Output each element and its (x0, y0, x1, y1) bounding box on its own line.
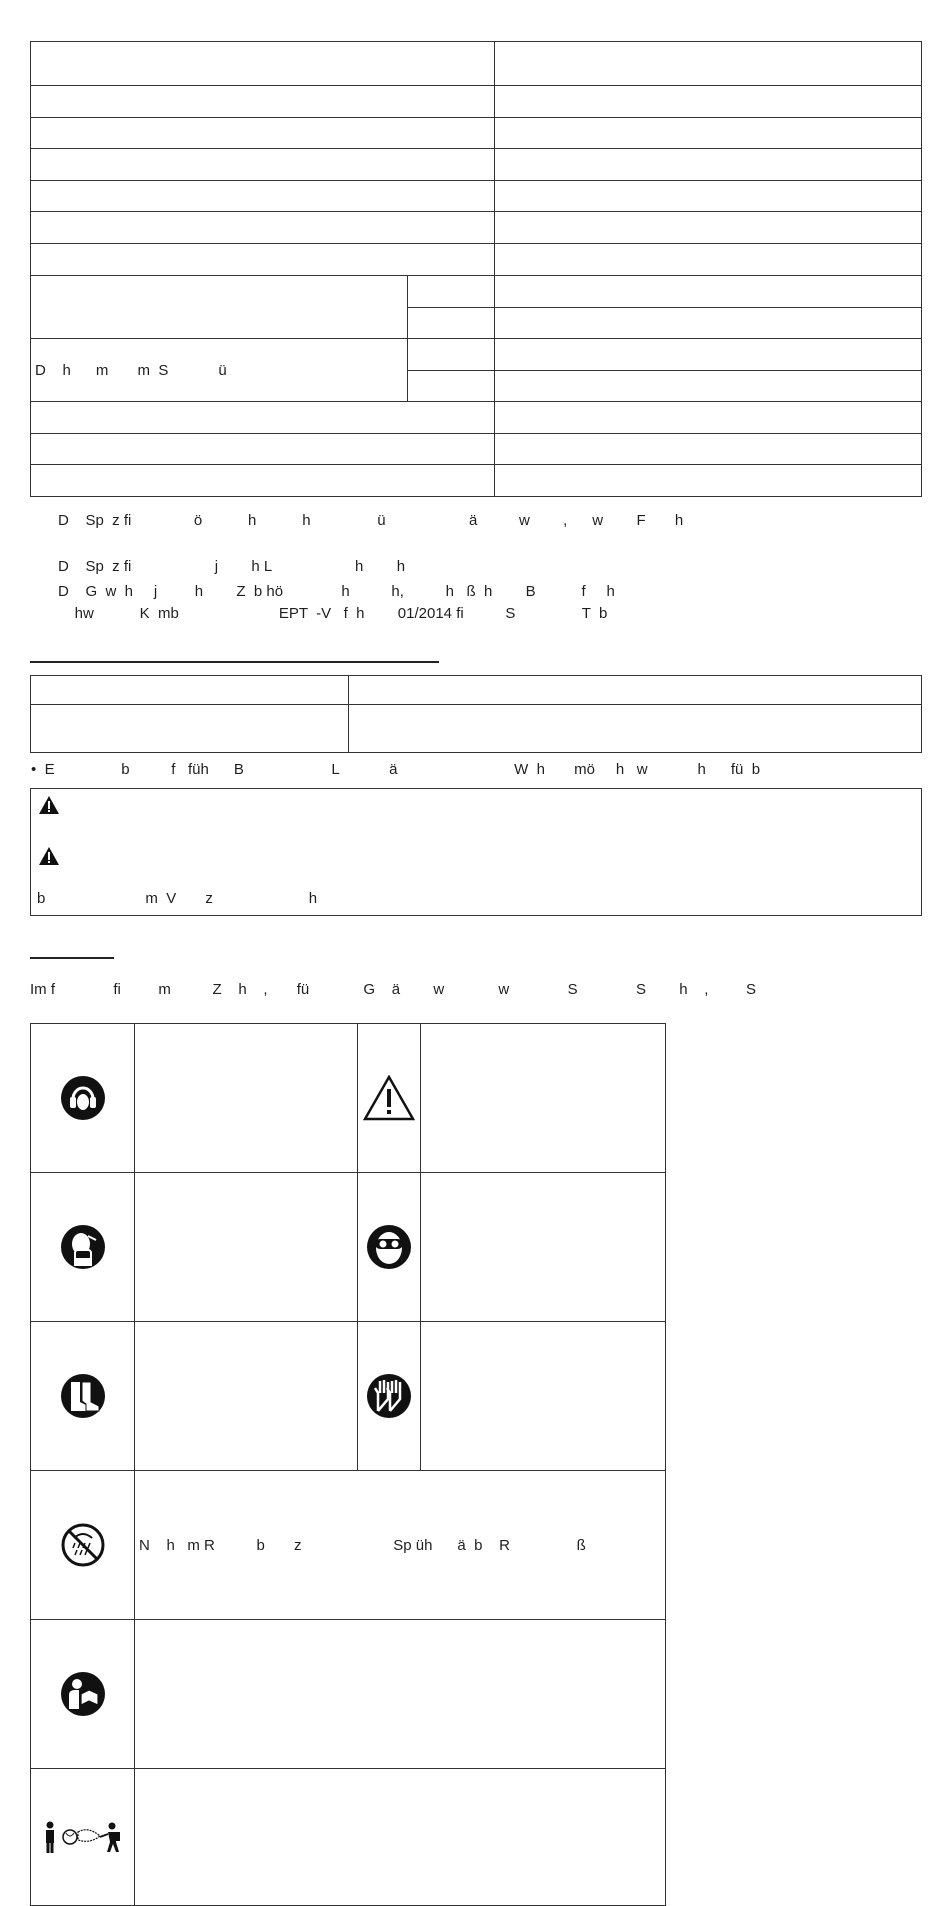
symbol-desc (421, 1024, 666, 1173)
spec-cell (31, 149, 495, 181)
warning-box (30, 788, 922, 916)
symbol-desc-wide: N h m R b z Sp üh ä b R ß (135, 1471, 666, 1620)
spec-cell (495, 212, 922, 244)
boots-icon (31, 1356, 134, 1453)
intro-text: Im f fi m Z h , fü G ä w w S S h , S (30, 981, 756, 998)
symbol-cell (358, 1024, 421, 1173)
symbol-desc (135, 1322, 358, 1471)
spec-cell (495, 371, 922, 402)
spec-cell (495, 181, 922, 212)
symbol-desc-wide (135, 1620, 666, 1769)
small-table-cell (31, 705, 349, 753)
spec-cell (495, 402, 922, 434)
note-line-2: D Sp z fi j h L h h (58, 558, 406, 575)
respirator-icon (31, 1207, 134, 1304)
symbol-cell (31, 1173, 135, 1322)
section-rule-short (30, 957, 114, 959)
spec-cell (495, 434, 922, 465)
symbol-cell (31, 1769, 135, 1906)
symbol-desc-wide (135, 1769, 666, 1906)
spec-cell (495, 339, 922, 371)
symbol-desc (135, 1173, 358, 1322)
small-table (30, 675, 922, 753)
spec-cell (31, 402, 495, 434)
spec-merged-label: D h m m S ü (31, 339, 408, 402)
spec-cell (495, 465, 922, 497)
spec-table (30, 41, 922, 497)
spec-cell (495, 244, 922, 276)
spec-cell (408, 276, 495, 308)
warning-triangle-icon (38, 846, 60, 870)
spec-cell (495, 42, 922, 86)
spec-cell (495, 149, 922, 181)
spec-cell (31, 86, 495, 118)
symbol-cell (31, 1620, 135, 1769)
keep-distance-icon (31, 1803, 134, 1888)
section-rule (30, 661, 439, 663)
spec-cell (495, 118, 922, 149)
small-table-cell (349, 705, 922, 753)
spec-cell (495, 308, 922, 339)
spec-cell (408, 308, 495, 339)
note-line-1: D Sp z fi ö h h ü ä w , w F h (58, 512, 684, 529)
spec-cell (31, 244, 495, 276)
gloves-icon (358, 1356, 420, 1453)
bullet-line: • E b f füh B L ä W h mö h w h fü b (31, 761, 761, 778)
spec-cell (31, 434, 495, 465)
symbol-desc (421, 1322, 666, 1471)
symbol-cell (31, 1471, 135, 1620)
warning-triangle-icon (38, 795, 60, 819)
small-table-cell (31, 676, 349, 705)
no-rain-icon (31, 1505, 134, 1602)
symbol-desc (135, 1024, 358, 1173)
note-line-3: D G w h j h Z b hö h h, h ß h B f h (58, 583, 615, 600)
symbol-cell (31, 1024, 135, 1173)
small-table-cell (349, 676, 922, 705)
spec-cell (408, 339, 495, 371)
spec-cell (31, 181, 495, 212)
spec-cell (31, 212, 495, 244)
spec-cell (31, 42, 495, 86)
spec-cell (408, 371, 495, 402)
symbol-desc (421, 1173, 666, 1322)
spec-cell (495, 86, 922, 118)
warning-bottom-text: b m V z h (37, 890, 318, 907)
warning-triangle-icon (358, 1058, 420, 1155)
symbol-cell (358, 1173, 421, 1322)
read-manual-icon (31, 1654, 134, 1751)
symbol-table (30, 1023, 666, 1906)
ear-protection-icon (31, 1058, 134, 1155)
symbol-cell (358, 1322, 421, 1471)
note-line-4: hw K mb EPT -V f h 01/2014 fi S T b (58, 605, 608, 622)
spec-cell (31, 465, 495, 497)
symbol-cell (31, 1322, 135, 1471)
spec-cell (31, 276, 408, 339)
spec-cell (31, 118, 495, 149)
goggles-icon (358, 1207, 420, 1304)
spec-cell (495, 276, 922, 308)
